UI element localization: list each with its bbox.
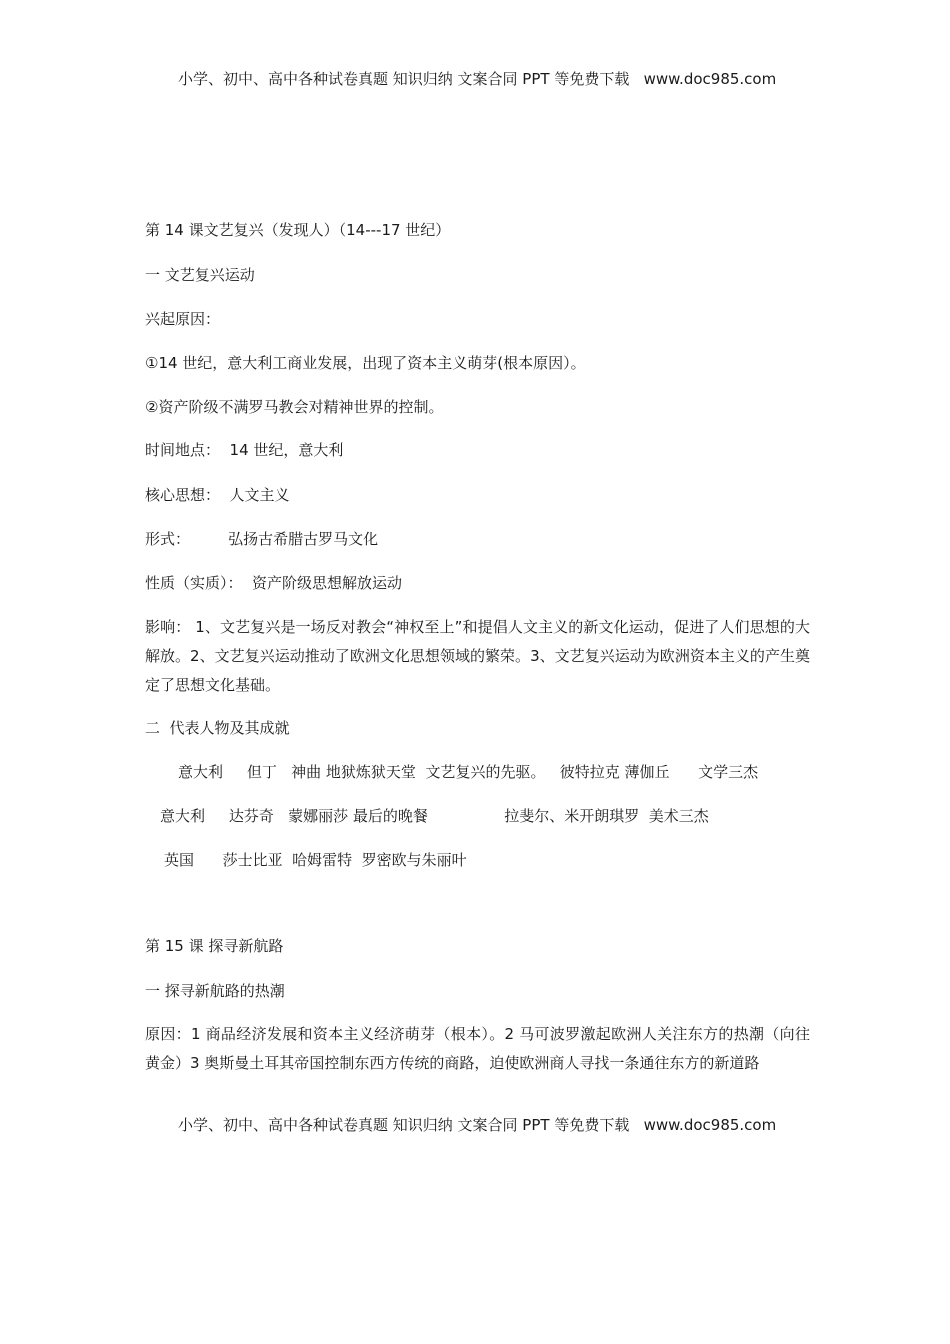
page-footer: 小学、初中、高中各种试卷真题 知识归纳 文案合同 PPT 等免费下载 www.doc985.com	[178, 1116, 777, 1134]
core-idea: 核心思想： 人文主义	[145, 486, 290, 504]
lesson15-title: 第 15 课 探寻新航路	[145, 937, 284, 955]
section-heading: 一 探寻新航路的热潮	[145, 982, 285, 1000]
page-header: 小学、初中、高中各种试卷真题 知识归纳 文案合同 PPT 等免费下载 www.doc985.com	[178, 70, 777, 88]
figure-row: 意大利 达芬奇 蒙娜丽莎 最后的晚餐 拉斐尔、米开朗琪罗 美术三杰	[160, 807, 709, 825]
cause-paragraph: 原因：1 商品经济发展和资本主义经济萌芽（根本）。2 马可波罗激起欧洲人关注东方的热潮（向往黄金）3 奥斯曼土耳其帝国控制东西方传统的商路，迫使欧洲商人寻找一条通往东方的新道路	[145, 1025, 810, 1072]
impact-paragraph: 影响： 1、文艺复兴是一场反对教会“神权至上”和提倡人文主义的新文化运动，促进了人们思想的大解放。2、文艺复兴运动推动了欧洲文化思想领域的繁荣。3、文艺复兴运动为欧洲资本主义的产生奠定了思想文化基础。	[145, 618, 810, 694]
cause-item: ①14 世纪，意大利工商业发展，出现了资本主义萌芽(根本原因）。	[145, 354, 586, 372]
time-place: 时间地点： 14 世纪，意大利	[145, 441, 344, 459]
section-heading: 一 文艺复兴运动	[145, 266, 255, 284]
cause-item: ②资产阶级不满罗马教会对精神世界的控制。	[145, 398, 444, 416]
lesson14-title: 第 14 课文艺复兴（发现人）（14---17 世纪）	[145, 221, 451, 239]
section-heading: 二 代表人物及其成就	[145, 719, 290, 737]
form: 形式： 弘扬古希腊古罗马文化	[145, 530, 379, 548]
figure-row: 英国 莎士比亚 哈姆雷特 罗密欧与朱丽叶	[164, 851, 467, 869]
nature: 性质（实质）： 资产阶级思想解放运动	[145, 574, 403, 592]
cause-label: 兴起原因：	[145, 310, 221, 328]
figure-row: 意大利 但丁 神曲 地狱炼狱天堂 文艺复兴的先驱。 彼特拉克 薄伽丘 文学三杰	[178, 763, 759, 781]
